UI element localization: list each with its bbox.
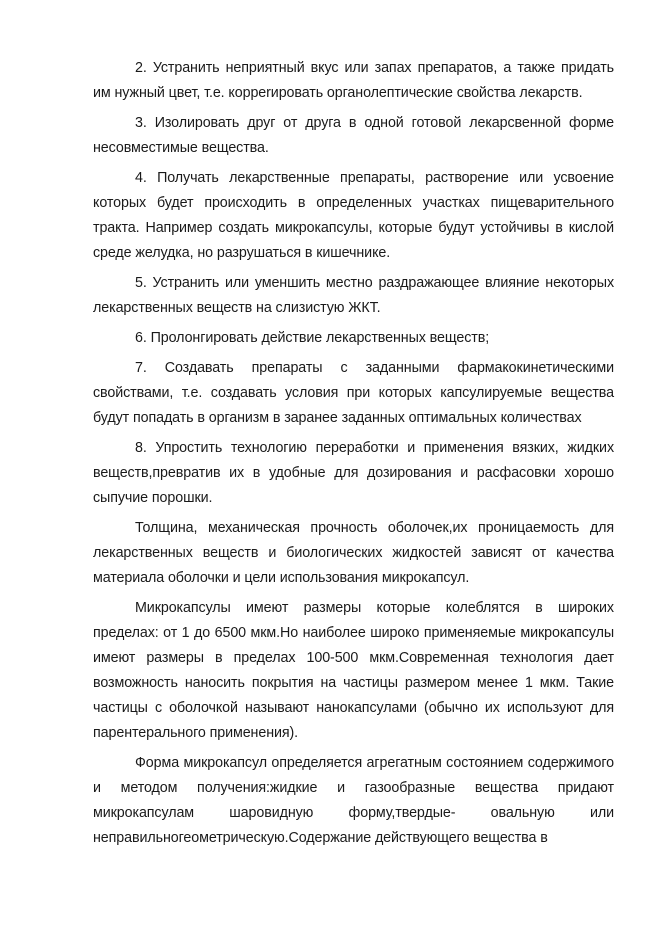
document-page xyxy=(93,56,614,856)
paragraph-item-7: 7. Создавать препараты с заданными фармакокинетическими свойствами, т.е. создавать условия при которых капсулируемые вещества будут попадать в организм в заранее заданных оптимальных количествах xyxy=(93,360,614,426)
paragraph-item-6: 6. Пролонгировать действие лекарственных веществ; xyxy=(135,330,490,346)
paragraph-microcapsule-size: Микрокапсулы имеют размеры которые колеблятся в широких пределах: от 1 до 6500 мкм.Но наиболее широко применяемые микрокапсулы имеют размеры в пределах 100-500 мкм.Современная технология дает возможность наносить покрытия на частицы размером менее 1 мкм. Такие частицы с оболочкой называют нанокапсулами (обычно их используют для парентерального применения). xyxy=(93,600,614,741)
paragraph-shell-thickness: Толщина, механическая прочность оболочек,их проницаемость для лекарственных веществ и биологических жидкостей зависят от качества материала оболочки и цели использования микрокапсул. xyxy=(93,520,614,586)
paragraph-microcapsule-shape: Форма микрокапсул определяется агрегатным состоянием содержимого и методом получения:жидкие и газообразные вещества придают микрокапсулам шаровидную форму,твердые- овальную или неправильнoгеометрическую.Содержание действующего вещества в xyxy=(93,755,614,846)
paragraph-item-4: 4. Получать лекарственные препараты, растворение или усвоение которых будет происходить в определенных участках пищеварительного тракта. Например создать микрокапсулы, которые будут устойчивы в кислой среде желудка, но разрушаться в кишечнике. xyxy=(93,170,614,261)
paragraph-item-8: 8. Упростить технологию переработки и применения вязких, жидких веществ,превратив их в удобные для дозирования и расфасовки хорошо сыпучие порошки. xyxy=(93,440,614,506)
paragraph-item-2: 2. Устранить неприятный вкус или запах препаратов, а также придать им нужный цвет, т.е. корреrировать органолептические свойства лекарств. xyxy=(93,60,614,101)
paragraph-item-5: 5. Устранить или уменшить местно раздражающее влияние некоторых лекарственных веществ на слизистую ЖКТ. xyxy=(93,275,614,316)
paragraph-item-3: 3. Изолировать друг от друга в одной готовой лекарсвенной форме несовместимые вещества. xyxy=(93,115,614,156)
